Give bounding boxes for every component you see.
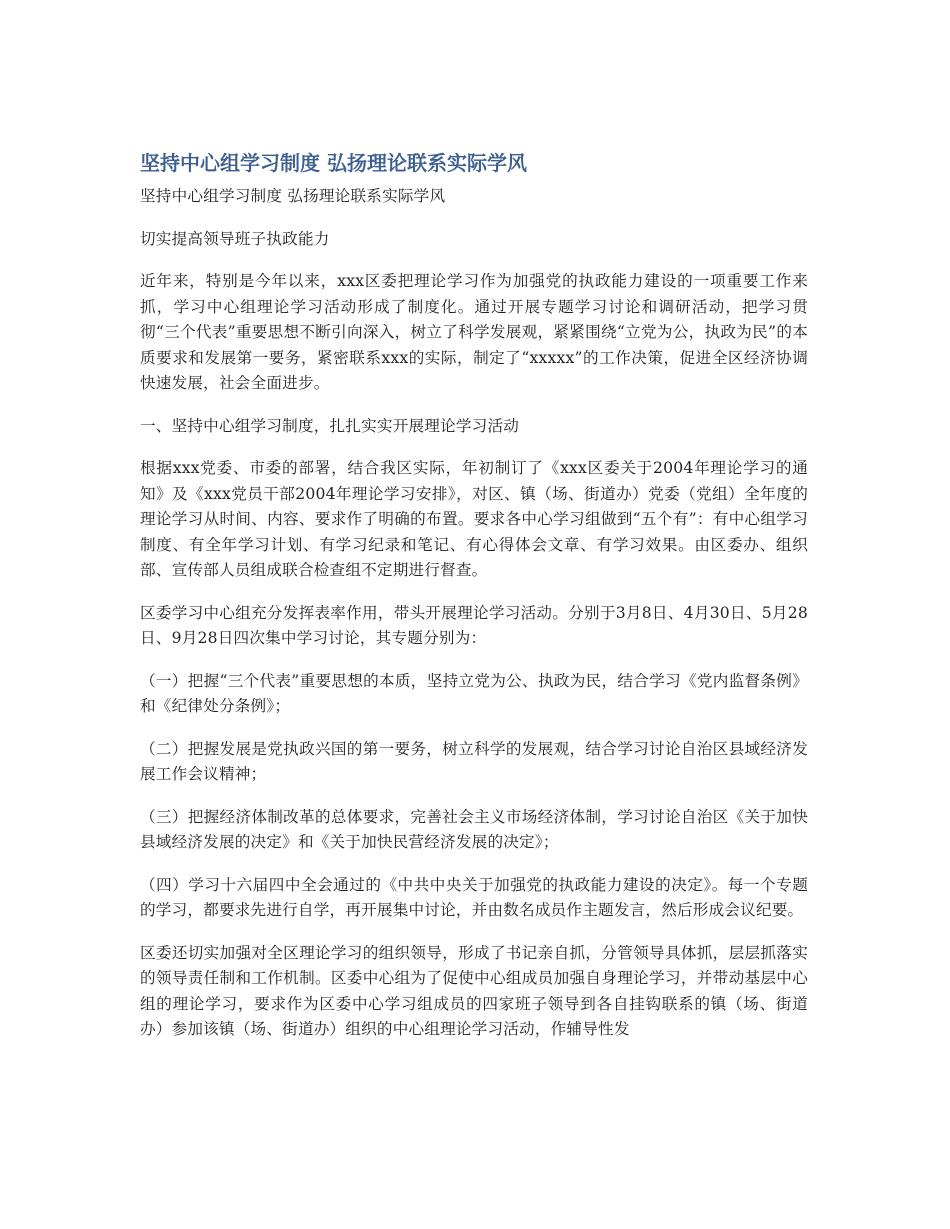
section-heading: 一、坚持中心组学习制度，扎扎实实开展理论学习活动 — [140, 416, 520, 435]
document-title: 坚持中心组学习制度 弘扬理论联系实际学风 — [140, 151, 527, 175]
list-item-1: （一）把握“三个代表”重要思想的本质，坚持立党为公、执政为民，结合学习《党内监督条例》和《纪律处分条例》； — [140, 671, 808, 715]
document-page — [140, 148, 808, 1043]
list-item-3: （三）把握经济体制改革的总体要求，完善社会主义市场经济体制，学习讨论自治区《关于加快县域经济发展的决定》和《关于加快民营经济发展的决定》； — [140, 807, 808, 851]
body-paragraph: 根据xxx党委、市委的部署，结合我区实际，年初制订了《xxx区委关于2004年理论学习的通知》及《xxx党员干部2004年理论学习安排》，对区、镇（场、街道办）党委（党组）全年度的理论学习从时间、内容、要求作了明确的布置。要求各中心学习组做到“五个有”：有中心组学习制度、有全年学习计划、有学习纪录和笔记、有心得体会文章、有学习效果。由区委办、组织部、宣传部人员组成联合检查组不定期进行督查。 — [140, 459, 808, 579]
list-item-2: （二）把握发展是党执政兴国的第一要务，树立科学的发展观，结合学习讨论自治区县域经济发展工作会议精神； — [140, 739, 808, 783]
body-paragraph: 区委学习中心组充分发挥表率作用，带头开展理论学习活动。分别于3月8日、4月30日、5月28日、9月28日四次集中学习讨论，其专题分别为： — [140, 603, 808, 647]
intro-paragraph: 近年来，特别是今年以来，xxx区委把理论学习作为加强党的执政能力建设的一项重要工作来抓，学习中心组理论学习活动形成了制度化。通过开展专题学习讨论和调研活动，把学习贯彻“三个代表”重要思想不断引向深入，树立了科学发展观，紧紧围绕“立党为公，执政为民”的本质要求和发展第一要务，紧密联系xxx的实际，制定了“xxxxx”的工作决策，促进全区经济协调快速发展，社会全面进步。 — [140, 272, 808, 392]
subtitle-line: 坚持中心组学习制度 弘扬理论联系实际学风 — [140, 187, 446, 205]
body-paragraph: 区委还切实加强对全区理论学习的组织领导，形成了书记亲自抓，分管领导具体抓，层层抓落实的领导责任制和工作机制。区委中心组为了促使中心组成员加强自身理论学习，并带动基层中心组的理论学习，要求作为区委中心学习组成员的四家班子领导到各自挂钩联系的镇（场、街道办）参加该镇（场、街道办）组织的中心组理论学习活动，作辅导性发 — [140, 943, 808, 1038]
list-item-4: （四）学习十六届四中全会通过的《中共中央关于加强党的执政能力建设的决定》。每一个专题的学习，都要求先进行自学，再开展集中讨论，并由数名成员作主题发言，然后形成会议纪要。 — [140, 875, 808, 919]
subtitle-line-2: 切实提高领导班子执政能力 — [140, 229, 330, 248]
